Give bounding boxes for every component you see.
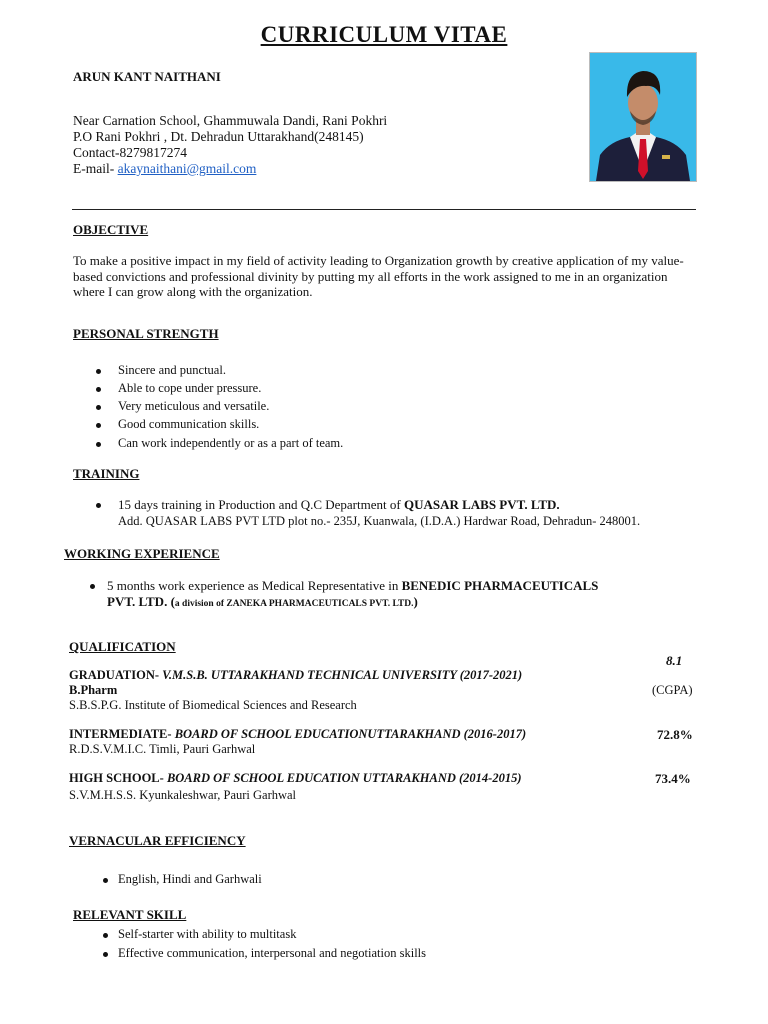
work-line	[107, 578, 598, 594]
bullet-icon	[96, 369, 101, 374]
qualification-heading: QUALIFICATION	[69, 639, 176, 654]
bullet-icon	[96, 423, 101, 428]
objective-text: To make a positive impact in my field of activity leading to Organization growth by creative application of my value-based convictions and professional divinity by putting my all efforts in the work assigned to me in an organization where I can grow along with the organization.	[73, 253, 684, 299]
training-line	[118, 497, 560, 513]
bullet-icon	[90, 584, 95, 589]
contact-number: Contact-8279817274	[73, 145, 187, 160]
graduation-title	[69, 668, 522, 683]
bullet-icon	[96, 442, 101, 447]
bullet-icon	[96, 387, 101, 392]
list-item: Able to cope under pressure.	[118, 381, 262, 395]
training-text: 15 days training in Production and Q.C Department of	[118, 497, 404, 512]
high-school-score: 73.4%	[655, 771, 691, 786]
objective-heading: OBJECTIVE	[73, 222, 149, 237]
work-line-2	[107, 594, 418, 610]
work-text: 5 months work experience as Medical Representative in	[107, 578, 402, 593]
work-company: BENEDIC PHARMACEUTICALS	[401, 578, 599, 593]
intermediate-board: BOARD OF SCHOOL EDUCATIONUTTARAKHAND (2016-2017)	[171, 727, 527, 741]
bullet-icon	[96, 405, 101, 410]
graduation-board: V.M.S.B. UTTARAKHAND TECHNICAL UNIVERSITY (2017-2021)	[159, 668, 523, 682]
list-item: Self-starter with ability to multitask	[118, 927, 297, 941]
graduation-degree: B.Pharm	[69, 683, 118, 697]
graduation-label: GRADUATION-	[69, 668, 160, 682]
intermediate-title	[69, 727, 526, 742]
list-item: Can work independently or as a part of team.	[118, 436, 344, 450]
list-item: Effective communication, interpersonal and negotiation skills	[118, 946, 427, 960]
profile-photo	[589, 52, 697, 182]
high-school-institute: S.V.M.H.S.S. Kyunkaleshwar, Pauri Garhwal	[69, 788, 297, 802]
high-school-label: HIGH SCHOOL-	[69, 771, 164, 785]
bullet-icon	[103, 878, 108, 883]
list-item: English, Hindi and Garhwali	[118, 872, 262, 886]
training-address: Add. QUASAR LABS PVT LTD plot no.- 235J, Kuanwala, (I.D.A.) Hardwar Road, Dehradun- 248001.	[118, 514, 641, 528]
list-item: Very meticulous and versatile.	[118, 399, 270, 413]
document-title: CURRICULUM VITAE	[260, 22, 508, 47]
intermediate-institute: R.D.S.V.M.I.C. Timli, Pauri Garhwal	[69, 742, 256, 756]
vernacular-heading: VERNACULAR EFFICIENCY	[69, 833, 246, 848]
person-portrait-icon	[590, 53, 696, 181]
work-close: )	[413, 594, 418, 609]
intermediate-label: INTERMEDIATE-	[69, 727, 172, 741]
intermediate-score: 72.8%	[657, 727, 693, 742]
bullet-icon	[96, 503, 101, 508]
email-link[interactable]: akaynaithani@gmail.com	[117, 161, 257, 176]
work-heading: WORKING EXPERIENCE	[64, 546, 220, 561]
email-line	[73, 161, 256, 177]
list-item: Sincere and punctual.	[118, 363, 226, 377]
candidate-name: ARUN KANT NAITHANI	[73, 69, 221, 84]
skills-heading: RELEVANT SKILL	[73, 907, 187, 922]
training-company: QUASAR LABS PVT. LTD.	[403, 497, 560, 512]
high-school-board: BOARD OF SCHOOL EDUCATION UTTARAKHAND (2014-2015)	[163, 771, 522, 785]
list-item: Good communication skills.	[118, 417, 260, 431]
email-label: E-mail-	[73, 161, 118, 176]
work-company-2: PVT. LTD. (	[107, 594, 175, 609]
bullet-icon	[103, 952, 108, 957]
header-divider	[72, 209, 696, 210]
work-division: a division of ZANEKA PHARMACEUTICALS PVT. LTD.	[174, 599, 414, 609]
bullet-icon	[103, 933, 108, 938]
graduation-score-unit: (CGPA)	[652, 683, 693, 697]
address-line-1: Near Carnation School, Ghammuwala Dandi, Rani Pokhri	[73, 113, 388, 128]
graduation-institute: S.B.S.P.G. Institute of Biomedical Sciences and Research	[69, 698, 357, 712]
training-heading: TRAINING	[73, 466, 140, 481]
address-line-2: P.O Rani Pokhri , Dt. Dehradun Uttarakhand(248145)	[73, 129, 364, 144]
graduation-score: 8.1	[666, 653, 683, 668]
personal-strength-heading: PERSONAL STRENGTH	[73, 326, 219, 341]
high-school-title	[69, 771, 522, 786]
